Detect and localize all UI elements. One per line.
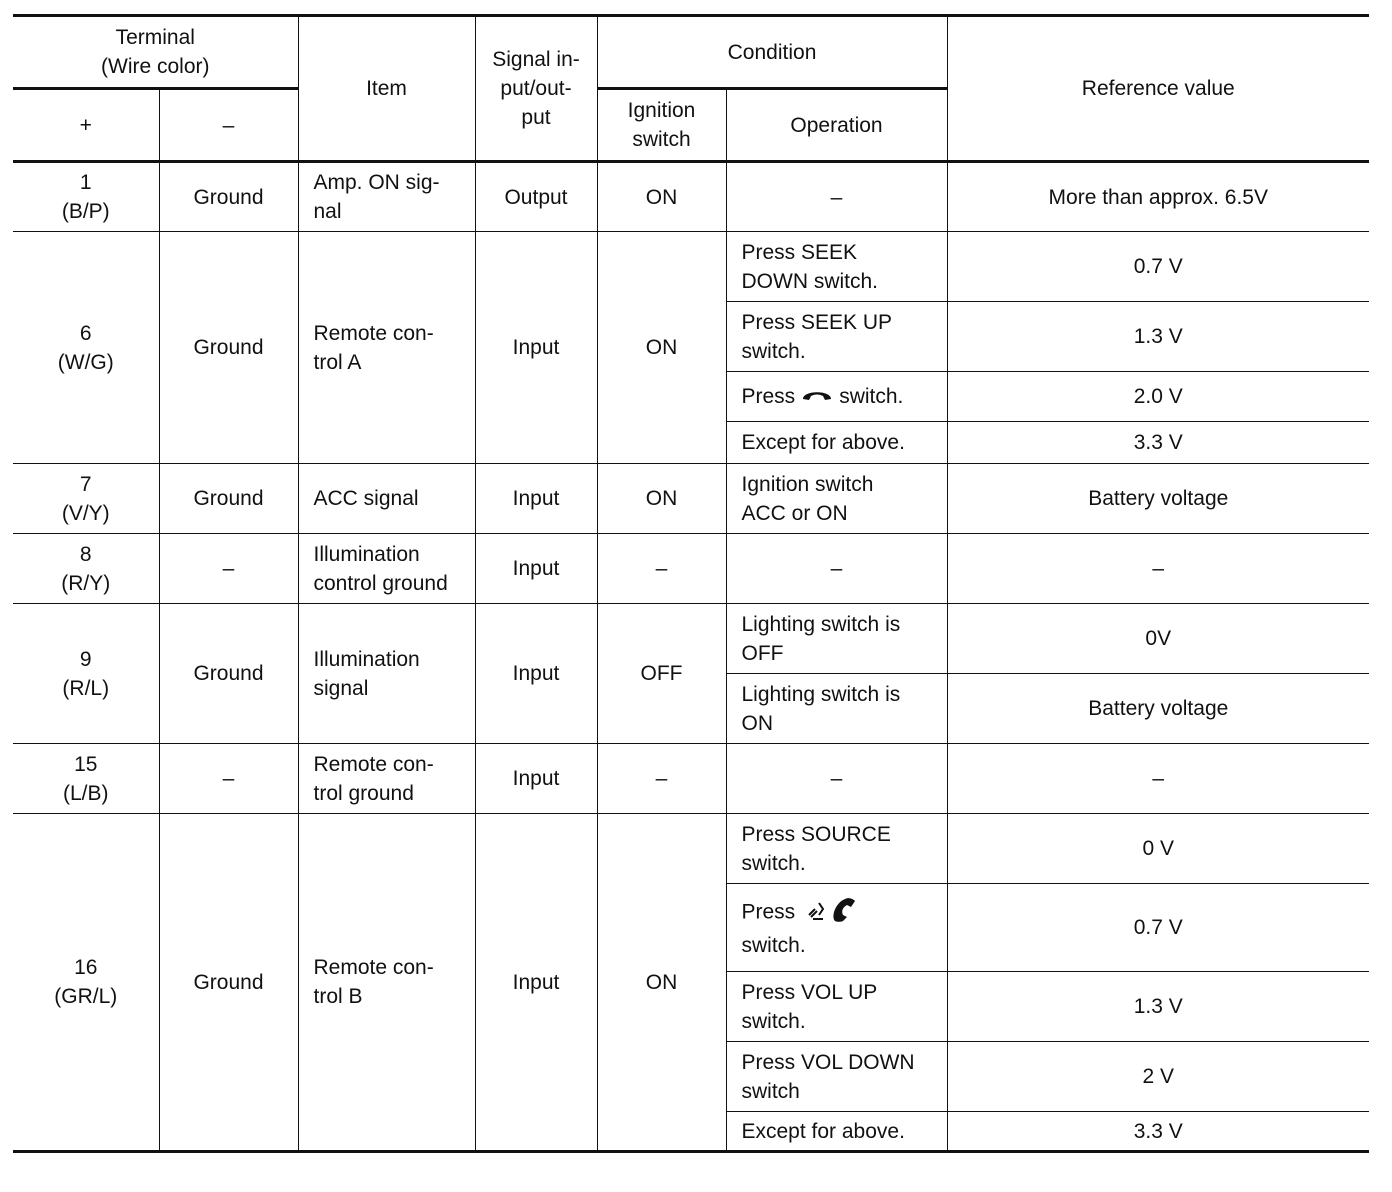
- reference-cell: Battery voltage: [947, 674, 1369, 744]
- signal-cell: Input: [475, 464, 597, 534]
- operation-cell: Except for above.: [726, 422, 947, 464]
- terminal-cell: 15 (L/B): [13, 744, 159, 814]
- signal-cell: Input: [475, 744, 597, 814]
- reference-cell: 2 V: [947, 1042, 1369, 1112]
- ignition-cell: ON: [597, 464, 726, 534]
- reference-cell: 3.3 V: [947, 1112, 1369, 1152]
- item-cell: Amp. ON sig- nal: [298, 162, 475, 232]
- header-condition: Condition: [597, 16, 947, 89]
- ground-cell: Ground: [159, 232, 298, 464]
- operation-cell: Except for above.: [726, 1112, 947, 1152]
- operation-prefix: Press: [741, 900, 796, 924]
- operation-cell: Lighting switch is OFF: [726, 604, 947, 674]
- operation-suffix: switch.: [839, 384, 904, 408]
- operation-cell: Ignition switch ACC or ON: [726, 464, 947, 534]
- ignition-cell: –: [597, 534, 726, 604]
- ignition-cell: OFF: [597, 604, 726, 744]
- voice-phone-icon: [801, 895, 859, 931]
- operation-cell: Lighting switch is ON: [726, 674, 947, 744]
- signal-cell: Input: [475, 814, 597, 1152]
- operation-prefix: Press: [741, 384, 796, 408]
- reference-cell: –: [947, 534, 1369, 604]
- ignition-cell: ON: [597, 232, 726, 464]
- operation-cell: Press SEEK DOWN switch.: [726, 232, 947, 302]
- item-cell: Remote con- trol A: [298, 232, 475, 464]
- reference-cell: 0V: [947, 604, 1369, 674]
- operation-cell: –: [726, 744, 947, 814]
- header-operation: Operation: [726, 89, 947, 162]
- operation-cell: [726, 372, 947, 422]
- operation-cell: Press SEEK UP switch.: [726, 302, 947, 372]
- table-row: [13, 534, 1369, 604]
- reference-cell: 3.3 V: [947, 422, 1369, 464]
- item-cell: ACC signal: [298, 464, 475, 534]
- reference-cell: 1.3 V: [947, 302, 1369, 372]
- item-cell: Remote con- trol B: [298, 814, 475, 1152]
- terminal-cell: 1 (B/P): [13, 162, 159, 232]
- ground-cell: –: [159, 534, 298, 604]
- table-row: [13, 744, 1369, 814]
- header-reference: Reference value: [947, 16, 1369, 162]
- operation-suffix: switch.: [741, 934, 806, 957]
- operation-cell: –: [726, 534, 947, 604]
- table-row: [13, 464, 1369, 534]
- header-minus: –: [159, 89, 298, 162]
- ground-cell: Ground: [159, 464, 298, 534]
- operation-cell: –: [726, 162, 947, 232]
- ground-cell: Ground: [159, 604, 298, 744]
- operation-cell: Press VOL DOWN switch: [726, 1042, 947, 1112]
- terminal-cell: 16 (GR/L): [13, 814, 159, 1152]
- signal-cell: Input: [475, 232, 597, 464]
- header-ignition: Ignition switch: [597, 89, 726, 162]
- header-terminal: Terminal (Wire color): [13, 16, 298, 89]
- header-item: Item: [298, 16, 475, 162]
- signal-cell: Input: [475, 534, 597, 604]
- reference-cell: More than approx. 6.5V: [947, 162, 1369, 232]
- header-signal: Signal in- put/out- put: [475, 16, 597, 162]
- reference-cell: 1.3 V: [947, 972, 1369, 1042]
- ground-cell: Ground: [159, 162, 298, 232]
- operation-cell: [726, 884, 947, 972]
- reference-cell: Battery voltage: [947, 464, 1369, 534]
- ignition-cell: ON: [597, 162, 726, 232]
- table-row: [13, 232, 1369, 302]
- terminal-cell: 7 (V/Y): [13, 464, 159, 534]
- reference-cell: 0.7 V: [947, 884, 1369, 972]
- table-row: [13, 162, 1369, 232]
- terminal-reference-table: [13, 14, 1369, 1153]
- header-plus: +: [13, 89, 159, 162]
- reference-cell: –: [947, 744, 1369, 814]
- signal-cell: Output: [475, 162, 597, 232]
- reference-cell: 2.0 V: [947, 372, 1369, 422]
- reference-cell: 0 V: [947, 814, 1369, 884]
- terminal-cell: 6 (W/G): [13, 232, 159, 464]
- ground-cell: Ground: [159, 814, 298, 1152]
- table-row: [13, 604, 1369, 674]
- item-cell: Illumination control ground: [298, 534, 475, 604]
- item-cell: Illumination signal: [298, 604, 475, 744]
- signal-cell: Input: [475, 604, 597, 744]
- terminal-cell: 8 (R/Y): [13, 534, 159, 604]
- operation-cell: Press SOURCE switch.: [726, 814, 947, 884]
- reference-cell: 0.7 V: [947, 232, 1369, 302]
- phone-hang-up-icon: [801, 382, 833, 411]
- ignition-cell: –: [597, 744, 726, 814]
- ground-cell: –: [159, 744, 298, 814]
- terminal-cell: 9 (R/L): [13, 604, 159, 744]
- item-cell: Remote con- trol ground: [298, 744, 475, 814]
- ignition-cell: ON: [597, 814, 726, 1152]
- operation-cell: Press VOL UP switch.: [726, 972, 947, 1042]
- table-row: [13, 814, 1369, 884]
